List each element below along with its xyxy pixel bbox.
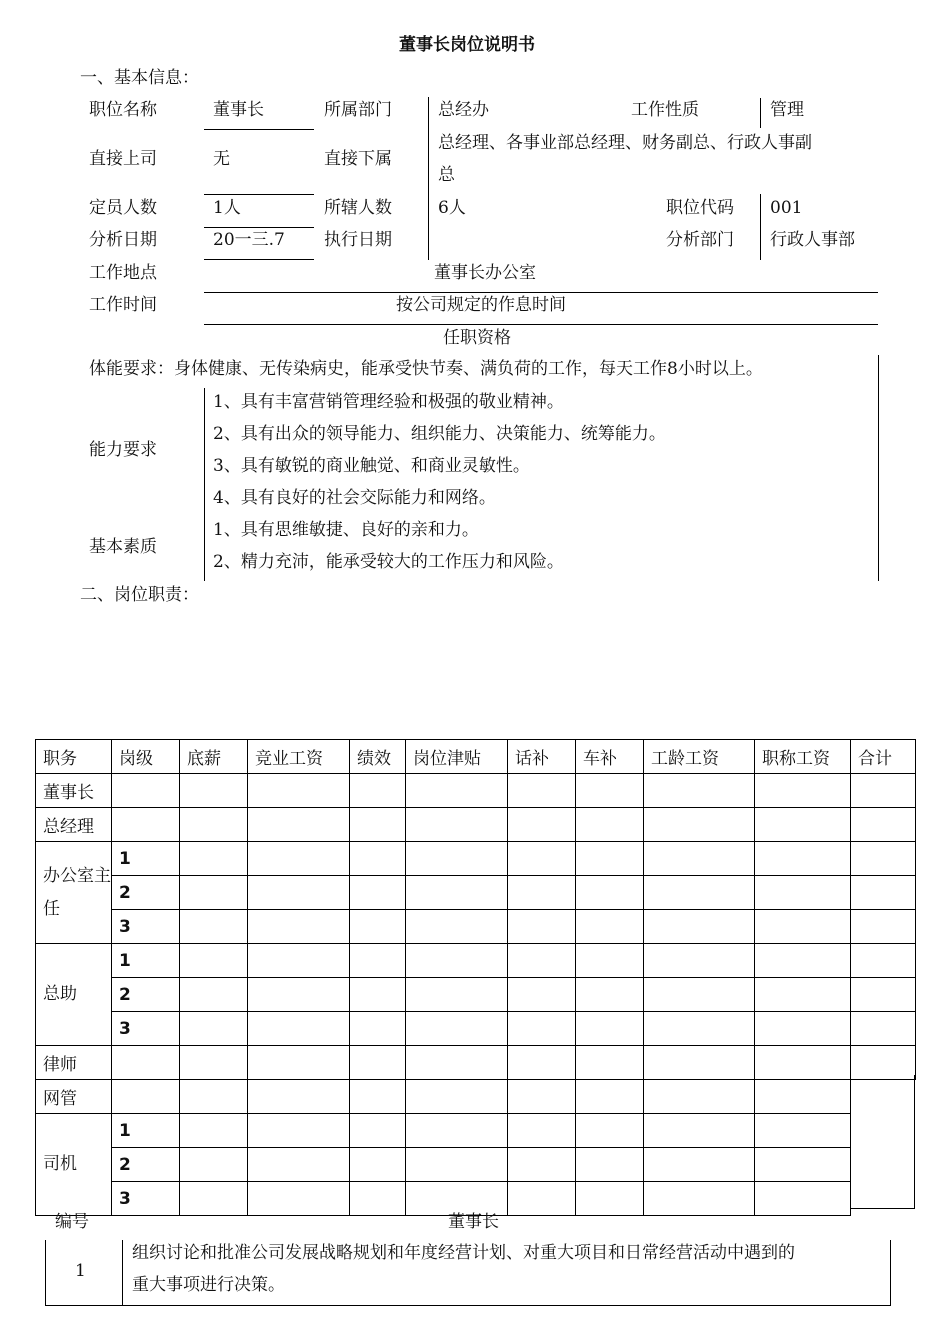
row-label-driver: 司机 [36, 1114, 112, 1216]
divider [204, 227, 314, 228]
divider [45, 1305, 891, 1306]
table-row [36, 910, 916, 944]
section-basic-info-heading: 一、基本信息： [80, 68, 199, 88]
managed-count-label: 所辖人数 [324, 198, 392, 218]
row-label-lawyer: 律师 [36, 1046, 112, 1080]
column-header: 竞业工资 [248, 740, 350, 774]
row-label-netadmin: 网管 [36, 1080, 112, 1114]
divider [45, 1240, 46, 1305]
analysis-dept-value: 行政人事部 [770, 230, 855, 250]
level-cell: 2 [112, 876, 180, 910]
level-cell: 3 [112, 1182, 180, 1216]
divider [204, 292, 878, 293]
column-header: 职务 [36, 740, 112, 774]
divider [122, 1240, 123, 1305]
table-row [36, 978, 916, 1012]
quality-item: 2、精力充沛，能承受较大的工作压力和风险。 [213, 552, 564, 572]
level-cell: 2 [112, 978, 180, 1012]
analysis-date-value: 20一三.7 [213, 230, 285, 250]
divider [204, 259, 314, 260]
duty-text-line: 重大事项进行决策。 [132, 1275, 285, 1295]
level-cell: 1 [112, 1114, 180, 1148]
work-location-value: 董事长办公室 [434, 263, 536, 283]
level-cell: 2 [112, 1148, 180, 1182]
table-row [36, 876, 916, 910]
table-row [36, 1148, 916, 1182]
work-location-label: 工作地点 [89, 263, 157, 283]
ability-item: 2、具有出众的领导能力、组织能力、决策能力、统筹能力。 [213, 424, 666, 444]
duty-number: 1 [75, 1261, 86, 1281]
column-header: 底薪 [180, 740, 248, 774]
table-row [36, 1114, 916, 1148]
table-row [36, 808, 916, 842]
row-label-gm: 总经理 [36, 808, 112, 842]
subordinate-label: 直接下属 [324, 149, 392, 169]
divider [760, 194, 761, 260]
position-code-label: 职位代码 [666, 198, 734, 218]
divider [204, 194, 314, 195]
table-row [36, 944, 916, 978]
level-cell: 1 [112, 842, 180, 876]
managed-count-value: 6人 [438, 198, 466, 218]
divider [878, 355, 879, 581]
duty-number-header: 编号 [55, 1212, 89, 1232]
column-header: 工龄工资 [644, 740, 755, 774]
divider [204, 324, 878, 325]
job-nature-value: 管理 [770, 100, 804, 120]
table-header-row [36, 740, 916, 774]
qualifications-heading: 任职资格 [443, 328, 511, 348]
table-row [36, 842, 916, 876]
ability-item: 3、具有敏锐的商业触觉、和商业灵敏性。 [213, 456, 530, 476]
position-name-value: 董事长 [213, 100, 264, 120]
column-header: 车补 [576, 740, 644, 774]
level-cell: 3 [112, 1012, 180, 1046]
column-header: 话补 [508, 740, 576, 774]
divider [204, 129, 314, 130]
page-title: 董事长岗位说明书 [399, 35, 535, 55]
ability-item: 1、具有丰富营销管理经验和极强的敬业精神。 [213, 392, 564, 412]
ability-label: 能力要求 [89, 440, 157, 460]
column-header: 岗位津贴 [406, 740, 508, 774]
work-hours-value: 按公司规定的作息时间 [396, 295, 566, 315]
duty-title-header: 董事长 [448, 1212, 499, 1232]
basic-quality-label: 基本素质 [89, 537, 157, 557]
level-cell: 3 [112, 910, 180, 944]
analysis-date-label: 分析日期 [89, 230, 157, 250]
exec-date-label: 执行日期 [324, 230, 392, 250]
position-code-value: 001 [770, 198, 803, 218]
divider [760, 98, 761, 128]
row-label-assistant: 总助 [36, 944, 112, 1046]
divider [204, 388, 205, 581]
level-cell: 1 [112, 944, 180, 978]
superior-label: 直接上司 [89, 149, 157, 169]
duty-text-line: 组织讨论和批准公司发展战略规划和年度经营计划、对重大项目和日常经营活动中遇到的 [132, 1243, 795, 1263]
table-row [36, 1012, 916, 1046]
quality-item: 1、具有思维敏捷、良好的亲和力。 [213, 520, 479, 540]
department-label: 所属部门 [324, 100, 392, 120]
job-nature-label: 工作性质 [631, 100, 699, 120]
superior-value: 无 [213, 149, 230, 169]
table-row [36, 1080, 916, 1114]
position-name-label: 职位名称 [89, 100, 157, 120]
analysis-dept-label: 分析部门 [666, 230, 734, 250]
headcount-label: 定员人数 [89, 198, 157, 218]
table-row [36, 1046, 916, 1080]
section-duties-heading: 二、岗位职责： [80, 585, 199, 605]
row-label-chairman: 董事长 [36, 774, 112, 808]
subordinate-value-line1: 总经理、各事业部总经理、财务副总、行政人事副 [438, 133, 812, 153]
table-row [36, 774, 916, 808]
column-header: 岗级 [112, 740, 180, 774]
department-value: 总经办 [438, 100, 489, 120]
ability-item: 4、具有良好的社会交际能力和网络。 [213, 488, 496, 508]
column-header: 绩效 [350, 740, 406, 774]
divider [850, 1208, 915, 1209]
column-header: 职称工资 [755, 740, 851, 774]
subordinate-value-line2: 总 [438, 165, 455, 185]
divider [914, 1075, 915, 1209]
divider [428, 97, 429, 260]
divider [890, 1240, 891, 1305]
physical-requirement: 体能要求：身体健康、无传染病史，能承受快节奏、满负荷的工作，每天工作8小时以上。 [89, 359, 763, 379]
row-label-office-director: 办公室主任 [36, 842, 112, 944]
column-header: 合计 [851, 740, 916, 774]
work-hours-label: 工作时间 [89, 295, 157, 315]
salary-table [35, 739, 916, 1216]
headcount-value: 1人 [213, 198, 241, 218]
